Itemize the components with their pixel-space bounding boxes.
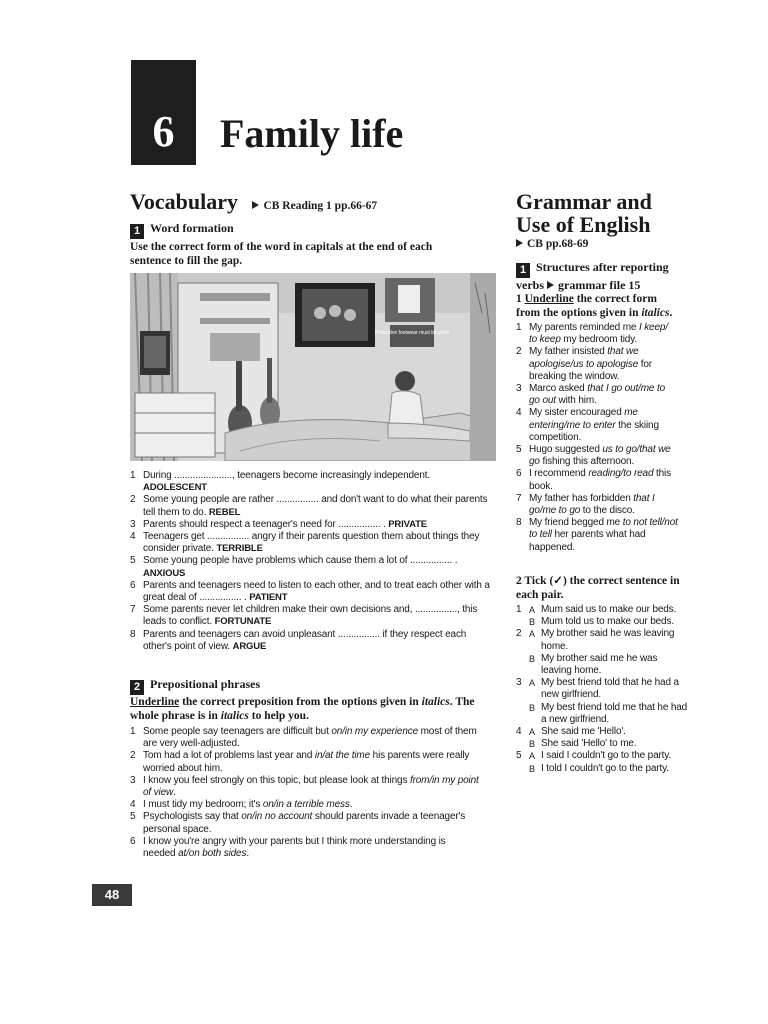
item-number: 3 [130, 518, 136, 530]
item-text: her parents what had happened. [529, 529, 646, 553]
item-word: FORTUNATE [214, 616, 272, 628]
list-item [516, 444, 678, 468]
list-item [130, 555, 492, 579]
item-number: 3 [516, 383, 522, 395]
item-word: REBEL [208, 506, 241, 518]
item-options: me entering/me to enter [529, 407, 638, 431]
list-item [516, 517, 678, 554]
item-text: . [173, 787, 176, 799]
item-number: 6 [130, 579, 136, 591]
arrow-icon [252, 201, 259, 209]
list-item [130, 531, 492, 555]
item-text: My father has forbidden [529, 492, 634, 504]
vocabulary-header [130, 190, 500, 214]
instr-underline: Underline [524, 293, 574, 305]
section-title: Structures after reporting verbs [516, 260, 669, 292]
item-text: . [246, 848, 249, 860]
vocabulary-ref [252, 200, 377, 212]
item-options: in/at the time [314, 750, 371, 762]
item-text: this book. [529, 468, 671, 492]
item-number: 2 [516, 346, 522, 358]
poster-text: Protective footwear must be worn [374, 330, 450, 336]
item-number: 2 [130, 750, 136, 762]
list-item [516, 677, 688, 726]
option-text: Mum said us to make our beds. [541, 604, 677, 615]
item-text: Some people say teenagers are difficult but [143, 726, 332, 737]
option-a: A Mum said us to make our beds. [529, 604, 677, 615]
item-number: 6 [130, 835, 136, 847]
grammar-file-ref: grammar file 15 [558, 278, 641, 292]
list-item [516, 322, 678, 346]
word-formation-heading [130, 221, 500, 239]
instr-part: Tick ( [524, 575, 554, 587]
item-text: Some young people are rather ................ and don't want to do what their parents tell them to do. [143, 494, 488, 518]
instr-part: . The whole phrase is in [130, 696, 475, 722]
item-number: 2 [516, 628, 522, 640]
exercise-2-list [516, 604, 688, 775]
item-number: 5 [130, 811, 136, 823]
list-item [130, 519, 492, 531]
list-item [130, 775, 480, 799]
arrow-icon [516, 239, 523, 247]
option-text: She said me 'Hello'. [541, 726, 626, 738]
item-word: ADOLESCENT [143, 482, 207, 494]
exercise-number: 2 [516, 575, 522, 587]
list-item [516, 628, 688, 677]
item-text: most of them are very well-adjusted. [143, 726, 477, 750]
item-text: Marco asked [529, 383, 588, 395]
item-number: 7 [516, 492, 522, 504]
section-number: 2 [130, 680, 144, 695]
item-word: PATIENT [249, 592, 288, 604]
item-text: My father insisted [529, 346, 608, 358]
grammar-title-line: Use of English [516, 212, 651, 237]
instr-italic: italics [641, 307, 670, 319]
item-text: Parents and teenagers need to listen to each other, and to treat each other with a great deal of ................ . [143, 579, 490, 604]
item-number: 8 [516, 517, 522, 529]
word-formation-list [130, 470, 492, 653]
item-number: 7 [130, 604, 136, 616]
list-item [516, 493, 678, 517]
page-number: 48 [92, 884, 132, 906]
option-text: Mum told us to make our beds. [541, 616, 674, 628]
grammar-title [516, 190, 696, 236]
item-number: 3 [516, 677, 522, 689]
option-a: A She said me 'Hello'. [529, 726, 626, 738]
exercise-2-instruction [516, 574, 686, 602]
list-item [516, 407, 678, 444]
item-text: My friend begged me [529, 517, 623, 529]
instr-part: ) the correct sentence in each pair. [516, 575, 680, 601]
item-number: 1 [130, 470, 136, 481]
option-text: I said I couldn't go to the party. [541, 750, 672, 762]
list-item [516, 346, 678, 383]
item-options: that I go/me to go [529, 492, 655, 517]
option-b: B My best friend told me that he had a new girlfriend. [529, 701, 688, 725]
item-text: for breaking the window. [529, 358, 652, 382]
section-title: Prepositional phrases [150, 677, 261, 691]
list-item [130, 580, 492, 604]
option-text: She said 'Hello' to me. [541, 738, 637, 750]
item-word: ANXIOUS [143, 567, 186, 579]
item-text: fishing this afternoon. [539, 456, 635, 468]
vocabulary-title: Vocabulary [130, 189, 238, 214]
item-number: 1 [516, 322, 522, 333]
list-item [130, 726, 480, 750]
item-text: with him. [555, 395, 597, 407]
item-text: Parents and teenagers can avoid unpleasant ................ if they respect each other's point of view. [143, 628, 467, 652]
item-text: My sister encouraged [529, 407, 625, 419]
item-number: 1 [130, 726, 136, 737]
item-text: his parents were really worried about him. [143, 750, 470, 774]
exercise-1-list [516, 322, 678, 554]
section-title: Word formation [150, 221, 234, 235]
list-item [130, 811, 480, 835]
list-item [516, 726, 688, 750]
option-a: A I said I couldn't go to the party. [529, 750, 672, 762]
option-b: B She said 'Hello' to me. [529, 738, 637, 750]
list-item [516, 750, 688, 774]
item-number: 3 [130, 774, 136, 786]
list-item [130, 470, 492, 494]
grammar-ref [516, 238, 588, 250]
item-text: During ......................, teenagers become increasingly independent. [143, 470, 430, 481]
option-a: A My brother said he was leaving home. [529, 628, 675, 652]
instr-italic: italics [421, 696, 450, 708]
item-options: that we apologise/us to apologise [529, 346, 639, 370]
option-text: My best friend told me that he had a new girlfriend. [541, 701, 688, 725]
item-text: I know you're angry with your parents but I think more understanding is needed [143, 835, 446, 860]
item-text: I recommend [529, 468, 589, 480]
list-item [130, 604, 492, 628]
option-text: My best friend told that he had a new girlfriend. [541, 677, 679, 701]
item-text: to the disco. [580, 505, 635, 517]
item-text: my bedroom tidy. [560, 334, 637, 346]
instr-italic: italics [220, 710, 249, 722]
exercise-1-instruction [516, 292, 681, 320]
instr-part: the correct form from the options given in [516, 293, 657, 319]
prepositional-phrases-heading [130, 677, 500, 695]
grammar-ref-text: CB pp.68-69 [527, 238, 589, 250]
list-item [130, 494, 492, 518]
item-text: Tom had a lot of problems last year and [143, 750, 315, 762]
item-options: us to go/that we go [529, 444, 671, 468]
item-options: on/in my experience [331, 726, 418, 737]
item-text: should parents invade a teenager's personal space. [143, 811, 466, 835]
item-number: 8 [130, 628, 136, 640]
item-options: reading/to read [588, 468, 654, 480]
item-number: 5 [516, 750, 522, 762]
item-text: I must tidy my bedroom; it's [143, 799, 263, 811]
item-number: 5 [516, 444, 522, 456]
list-item [130, 836, 480, 860]
item-options: at/on both sides [178, 848, 247, 860]
tick-icon: ✓ [553, 575, 563, 587]
list-item [130, 629, 492, 653]
prepositional-list [130, 726, 480, 860]
word-formation-instruction: Use the correct form of the word in capitals at the end of each sentence to fill the gap. [130, 241, 433, 267]
item-number: 1 [516, 604, 522, 615]
list-item [130, 799, 480, 811]
list-item [516, 383, 678, 407]
item-number: 5 [130, 555, 136, 567]
item-options: from/in my point of view [143, 774, 479, 799]
instr-underline: Underline [130, 696, 180, 708]
exercise-number: 1 [516, 293, 522, 305]
item-options: I keep/ to keep [529, 322, 668, 346]
item-text: the skiing competition. [529, 419, 659, 443]
list-item [516, 468, 678, 492]
item-text: Parents should respect a teenager's need for ................ . [143, 518, 386, 530]
structures-heading [516, 260, 676, 293]
unit-number: 6 [152, 107, 175, 156]
option-b: B My brother said me he was leaving home. [529, 652, 658, 677]
item-options: on/in no account [241, 811, 313, 823]
item-number: 4 [516, 726, 522, 738]
prepositional-instruction [130, 695, 492, 723]
item-word: TERRIBLE [216, 543, 263, 555]
section-number: 1 [130, 224, 144, 239]
item-text: . [349, 799, 353, 811]
item-number: 2 [130, 494, 136, 506]
option-a: A My best friend told that he had a new girlfriend. [529, 677, 679, 701]
grammar-title-line: Grammar and [516, 189, 652, 214]
item-number: 6 [516, 468, 522, 480]
bedroom-photo [130, 273, 496, 461]
item-number: 4 [516, 407, 522, 419]
instr-part: the correct preposition from the options given in [179, 696, 422, 708]
item-text: Some parents never let children make their own decisions and, ................, this leads to conflict. [143, 604, 478, 628]
option-text: My brother said me he was leaving home. [541, 652, 658, 677]
item-text: Teenagers get ................ angry if their parents question them about things they consider private. [143, 531, 480, 555]
item-word: PRIVATE [388, 518, 427, 530]
section-number: 1 [516, 263, 530, 278]
list-item [516, 604, 688, 628]
unit-title: Family life [220, 111, 404, 156]
item-number: 4 [130, 531, 136, 543]
option-b: B I told I couldn't go to the party. [529, 762, 669, 774]
option-text: My brother said he was leaving home. [541, 628, 675, 652]
item-options: on/in a terrible mess [262, 799, 350, 811]
item-text: Hugo suggested [529, 444, 603, 456]
option-text: I told I couldn't go to the party. [541, 762, 669, 774]
item-text: Some young people have problems which cause them a lot of ................ . [143, 555, 458, 567]
list-item [130, 750, 480, 774]
item-text: Psychologists say that [143, 811, 242, 823]
vocabulary-ref-text: CB Reading 1 pp.66-67 [263, 200, 378, 212]
item-text: My parents reminded me [529, 322, 639, 333]
instr-part: . [669, 307, 673, 319]
arrow-icon [547, 281, 554, 289]
option-b: B Mum told us to make our beds. [529, 616, 674, 628]
instr-part: to help you. [248, 710, 309, 722]
item-options: that I go out/me to go out [529, 383, 665, 407]
item-number: 4 [130, 799, 136, 811]
item-text: I know you feel strongly on this topic, but please look at things [143, 774, 410, 786]
item-options: to not tell/not to tell [529, 517, 678, 541]
item-word: ARGUE [232, 640, 267, 652]
